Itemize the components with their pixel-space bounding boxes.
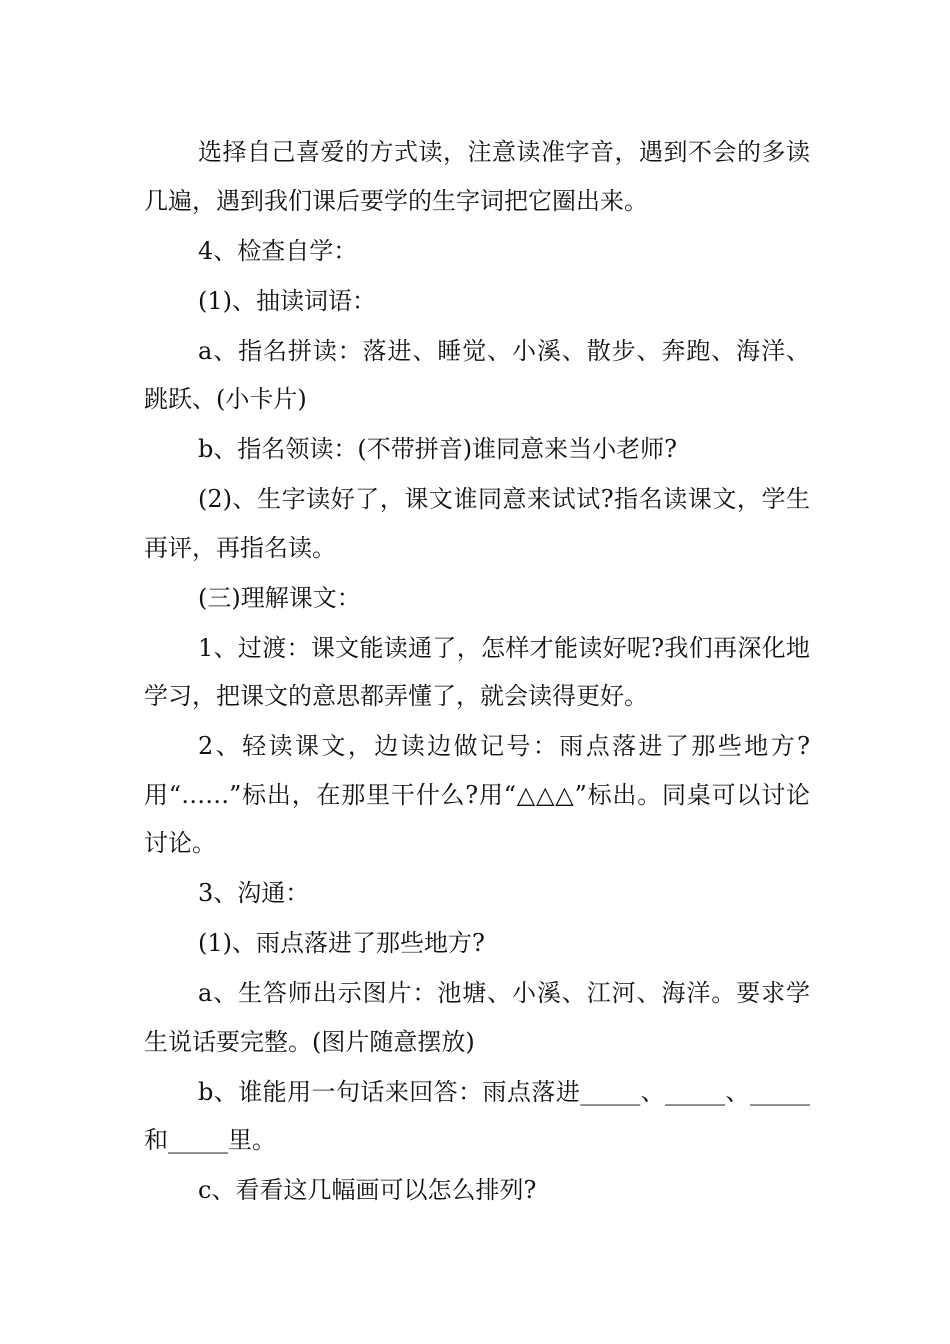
paragraph-understand-text: (三)理解课文：: [198, 583, 361, 612]
paragraph-arrange-pictures: c、看看这几幅画可以怎么排列?: [198, 1176, 537, 1204]
paragraph-communicate: 3、沟通：: [198, 879, 310, 907]
paragraph-check-self-study: 4、检查自学：: [198, 236, 358, 265]
paragraph-question-where: (1)、雨点落进了那些地方?: [198, 929, 485, 957]
paragraph-lead-reading: b、指名领读：(不带拼音)谁同意来当小老师?: [198, 435, 677, 463]
paragraph-reading-instruction: 选择自己喜爱的方式读，注意读准字音，遇到不会的多读几遍，遇到我们课后要学的生字词把它圈出来。: [144, 138, 810, 215]
paragraph-pinyin-reading: a、指名拼读：落进、睡觉、小溪、散步、奔跑、海洋、跳跃、(小卡片): [144, 336, 810, 413]
paragraph-fill-blank: b、谁能用一句话来回答：雨点落进_____、_____、_____和_____里。: [144, 1077, 810, 1154]
paragraph-transition: 1、过渡：课文能读通了，怎样才能读好呢?我们再深化地学习，把课文的意思都弄懂了，就会读得更好。: [144, 633, 810, 710]
paragraph-mark-text: 2、轻读课文，边读边做记号：雨点落进了那些地方?用“……”标出，在那里干什么?用“△△△”标出。同桌可以讨论讨论。: [144, 732, 810, 857]
paragraph-show-pictures: a、生答师出示图片：池塘、小溪、江河、海洋。要求学生说话要完整。(图片随意摆放): [144, 979, 810, 1056]
document-body: [144, 128, 810, 1216]
paragraph-read-text: (2)、生字读好了，课文谁同意来试试?指名读课文，学生再评，再指名读。: [144, 485, 810, 562]
paragraph-read-words: (1)、抽读词语：: [198, 286, 376, 315]
